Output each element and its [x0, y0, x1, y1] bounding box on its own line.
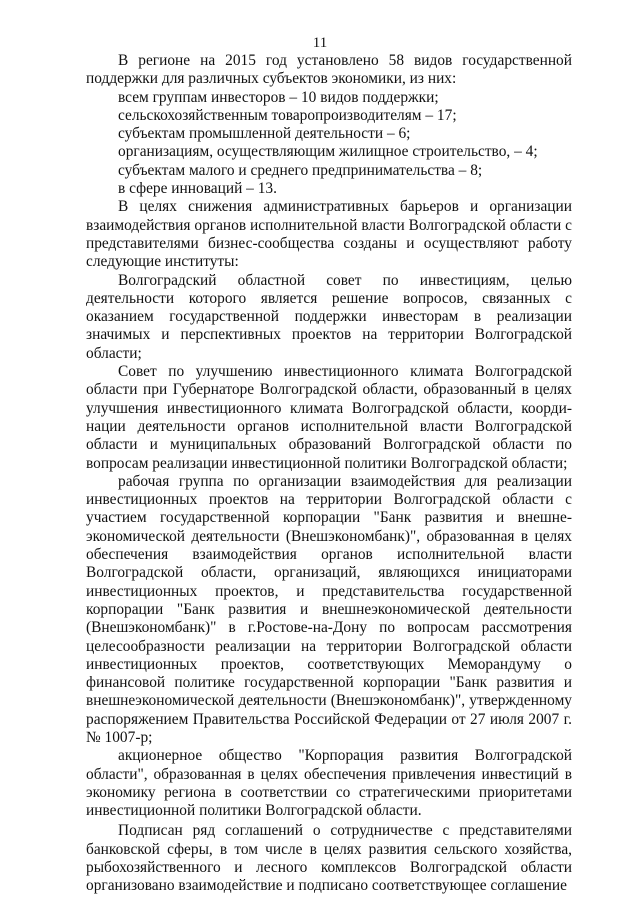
support-list-item: субъектам промышленной деятельности – 6; [118, 125, 411, 143]
support-list-item: всем группам инвесторов – 10 видов поддержки; [118, 88, 439, 106]
climate-council-paragraph: Совет по улучшению инвестиционного климата Волгоградской области при Губернаторе Волгоградской области, образованный в целях улучшения инвестиционного климата Волгоградской области, координации деятельности органов исполнительной власти Волгоградской области и муниципальных образований Волгоградской области по вопросам реализации инвестиционной политики Волгоградской области; [86, 363, 572, 472]
development-corporation-paragraph: акционерное общество "Корпорация развития Волгоградской области", образованная в целях обеспечения привлечения инвестиций в экономику региона в соответствии со стратегическими приоритетами инвестиционной политики Волгоградской области. [86, 747, 572, 820]
page-number: 11 [312, 35, 328, 51]
support-list-item: сельскохозяйственным товаропроизводителям – 17; [118, 106, 457, 124]
support-list-item: субъектам малого и среднего предпринимательства – 8; [118, 161, 483, 179]
document-body [86, 52, 572, 896]
investment-council-paragraph: Волгоградский областной совет по инвестициям, целью деятельности которого является решение вопросов, связанных с оказанием государственной поддержки инвесторам в реализации значимых и перспективных проектов на территории Волгоградской области; [86, 271, 572, 362]
institutions-intro-paragraph: В целях снижения административных барьеров и организации взаимодействия органов исполнительной власти Волгоградской области с представителями бизнес-сообщества созданы и осуществляют работу следующие институты: [86, 198, 572, 271]
agreements-paragraph: Подписан ряд соглашений о сотрудничестве с представителями банковской сферы, в том числе в целях развития сельского хозяйства, рыбохозяйственного и лесного комплексов Волгоградской области организовано взаимодействие и подписано соответствующее соглашение [86, 822, 572, 895]
support-list-item: в сфере инноваций – 13. [118, 180, 277, 198]
intro-paragraph: В регионе на 2015 год установлено 58 видов государственной поддержки для различных субъектов экономики, из них: [86, 52, 572, 88]
support-list-item: организациям, осуществляющим жилищное строительство, – 4; [118, 143, 538, 161]
working-group-paragraph: рабочая группа по организации взаимодействия для реализации инвестиционных проектов на территории Волгоградской области с участием государственной корпорации "Банк развития и внешнеэкономической деятельности (Внешэкономбанк)", образованная в целях обеспечения взаимодействия органов исполнительной власти Волгоградской области, организаций, являющихся инициаторами инвестиционных проектов, и представительства государственной корпорации "Банк развития и внешнеэкономической деятельности (Внешэкономбанк)" в г.Ростове-на-Дону по вопросам рассмотрения целесообразности реализации на территории Волгоградской области инвестиционных проектов, соответствующих Меморандуму о финансовой политике государственной корпорации "Банк развития и внешнеэкономической деятельности (Внешэкономбанк)", утвержденному распоряжением Правительства Российской Федерации от 27 июля 2007 г. № 1007-р; [86, 472, 572, 746]
